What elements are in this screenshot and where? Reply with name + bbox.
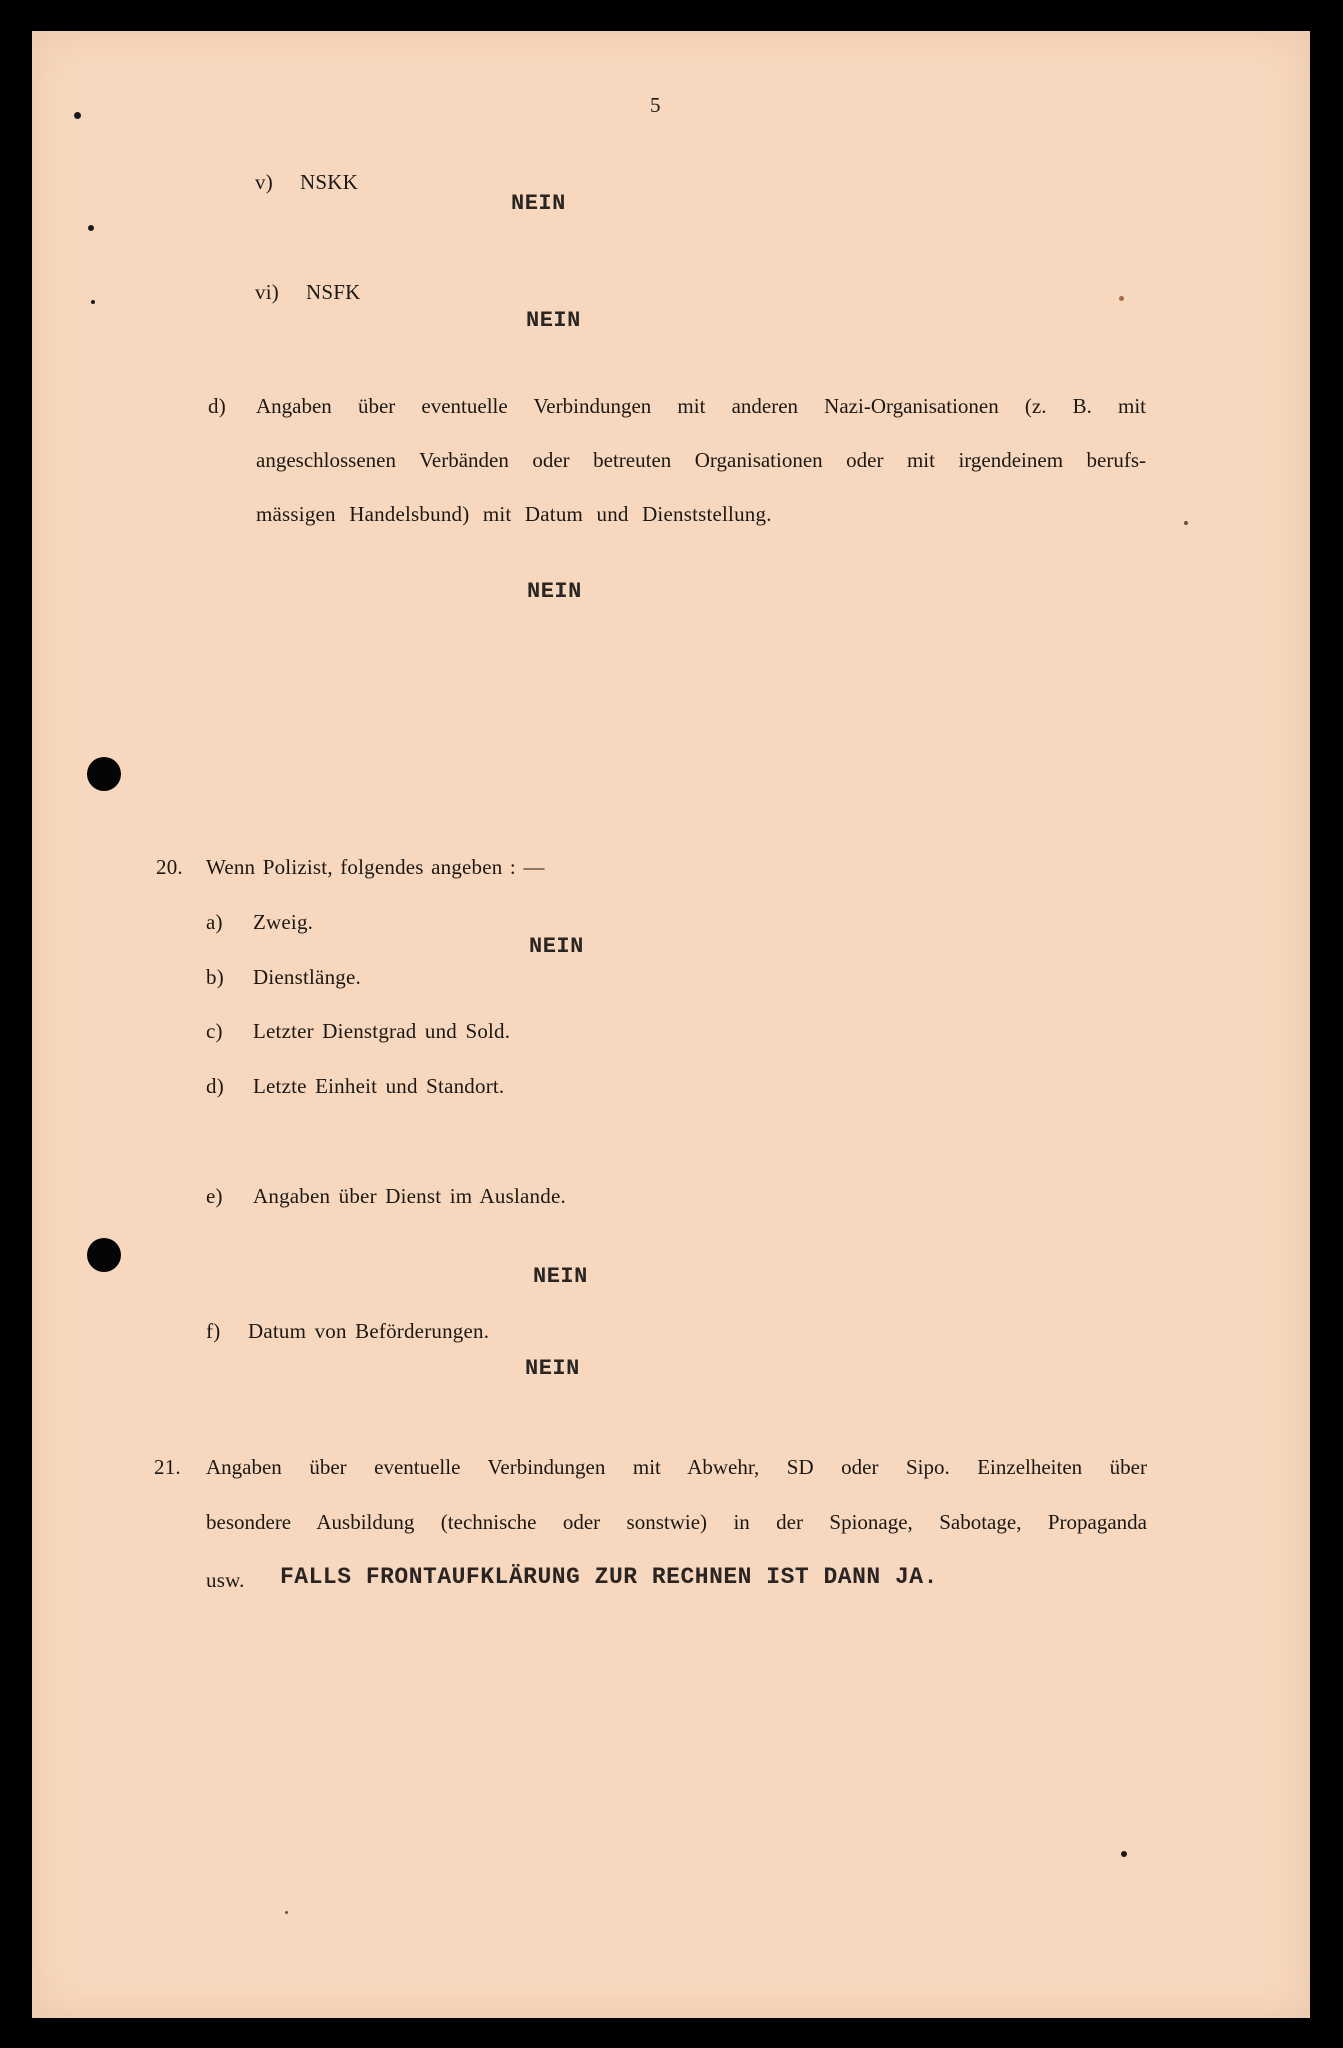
paper-speck [1119,296,1124,301]
q20-number: 20. [156,855,183,879]
item-vi-answer: NEIN [526,308,581,333]
edge-speck [88,225,94,231]
item-v-label: NSKK [300,170,358,194]
punch-hole-top [87,757,121,791]
q20-d-text: Letzte Einheit und Standort. [253,1074,505,1098]
q20-b-marker: b) [206,965,224,989]
section-d-line2: angeschlossenen Verbänden oder betreuten Organisationen oder mit irgendeinem berufs- [256,448,1146,472]
q20-a-marker: a) [206,910,223,934]
paper-speck [1121,1851,1127,1857]
q20-e-text: Angaben über Dienst im Auslande. [253,1184,566,1208]
q20-e-answer: NEIN [533,1264,588,1289]
section-d-line3: mässigen Handelsbund) mit Datum und Dienststellung. [256,502,772,526]
q20-c-marker: c) [206,1019,223,1043]
q20-b-text: Dienstlänge. [253,965,361,989]
q20-a-answer: NEIN [529,934,584,959]
q21-number: 21. [154,1455,181,1479]
item-v-marker: v) [255,170,273,194]
q21-line3-prefix: usw. [206,1568,245,1592]
section-d-answer: NEIN [527,579,582,604]
q20-f-marker: f) [206,1319,221,1343]
q20-d-marker: d) [206,1074,224,1098]
q20-c-text: Letzter Dienstgrad und Sold. [253,1019,511,1043]
q21-line1: Angaben über eventuelle Verbindungen mit Abwehr, SD oder Sipo. Einzelheiten über [206,1455,1147,1479]
paper-speck [285,1911,288,1914]
q20-f-answer: NEIN [525,1356,580,1381]
document-page [32,31,1310,2018]
edge-speck [74,112,81,119]
paper-speck [1184,521,1188,525]
item-vi-label: NSFK [306,280,361,304]
page-number: 5 [650,93,661,117]
punch-hole-bottom [87,1238,121,1272]
q21-line2: besondere Ausbildung (technische oder sonstwie) in der Spionage, Sabotage, Propaganda [206,1510,1147,1534]
section-d-marker: d) [208,394,226,418]
q20-a-text: Zweig. [253,910,314,934]
item-v-answer: NEIN [511,191,566,216]
q20-f-text: Datum von Beförderungen. [248,1319,490,1343]
q20-title: Wenn Polizist, folgendes angeben : — [206,855,545,879]
q21-answer: FALLS FRONTAUFKLÄRUNG ZUR RECHNEN IST DANN JA. [280,1564,938,1590]
q20-e-marker: e) [206,1184,223,1208]
edge-speck [91,300,95,304]
item-vi-marker: vi) [255,280,279,304]
section-d-line1: Angaben über eventuelle Verbindungen mit anderen Nazi-Organisationen (z. B. mit [256,394,1146,418]
